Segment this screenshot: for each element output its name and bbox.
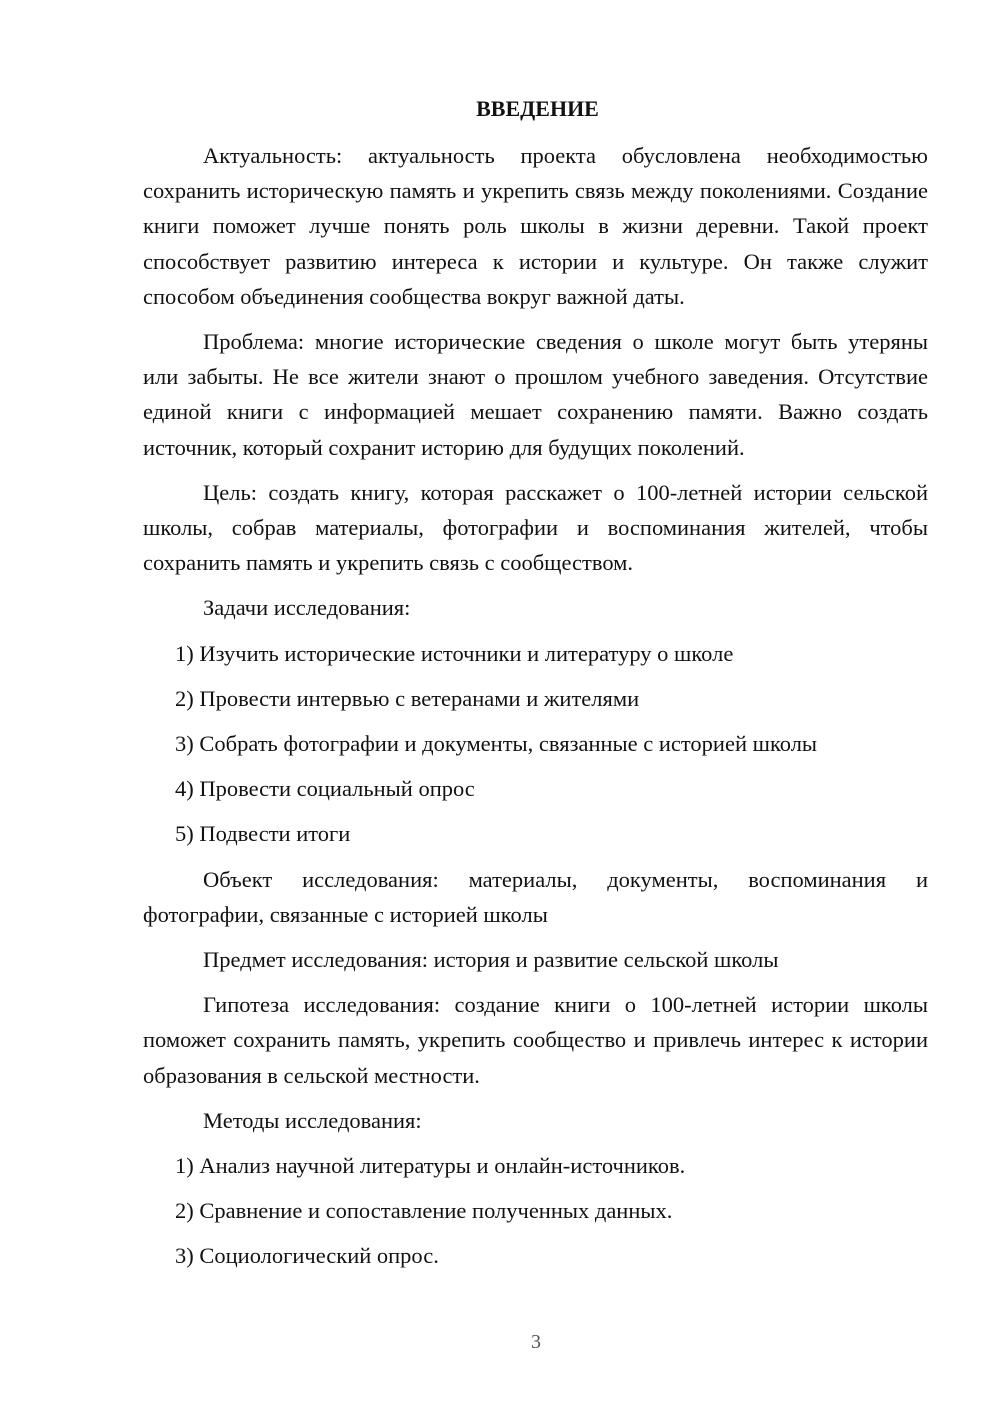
subject-paragraph: Предмет исследования: история и развитие сельской школы — [203, 947, 779, 973]
object-paragraph: Объект исследования: материалы, документы, воспоминания и фотографии, связанные с историей школы — [143, 866, 928, 927]
goal-paragraph: Цель: создать книгу, которая расскажет о 100-летней истории сельской школы, собрав материалы, фотографии и воспоминания жителей, чтобы сохранить память и укрепить связь с сообществом. — [143, 479, 928, 576]
methods-heading: Методы исследования: — [203, 1107, 422, 1133]
tasks-list — [143, 636, 928, 852]
task-item: 2) Провести интервью с ветеранами и жителями — [175, 685, 640, 711]
method-item: 1) Анализ научной литературы и онлайн-источников. — [175, 1153, 686, 1179]
page-title: ВВЕДЕНИЕ — [476, 96, 599, 121]
task-item: 4) Провести социальный опрос — [175, 776, 475, 802]
problem-paragraph: Проблема: многие исторические сведения о школе могут быть утеряны или забыты. Не все жители знают о прошлом учебного заведения. Отсутствие единой книги с информацией мешает сохранению памяти. Важно создать источник, который сохранит историю для будущих поколений. — [143, 329, 928, 460]
page-content — [143, 93, 928, 1284]
hypothesis-paragraph: Гипотеза исследования: создание книги о 100-летней истории школы поможет сохранить память, укрепить сообщество и привлечь интерес к истории образования в сельской местности. — [143, 992, 928, 1088]
task-item: 3) Собрать фотографии и документы, связанные с историей школы — [175, 731, 818, 757]
relevance-paragraph: Актуальность: актуальность проекта обусловлена необходимостью сохранить историческую память и укрепить связь между поколениями. Создание книги поможет лучше понять роль школы в жизни деревни. Такой проект способствует развитию интереса к истории и культуре. Он также служит способом объединения сообщества вокруг важной даты. — [143, 143, 928, 309]
task-item: 5) Подвести итоги — [175, 821, 351, 847]
methods-list — [143, 1148, 928, 1274]
task-item: 1) Изучить исторические источники и литературу о школе — [175, 640, 734, 666]
page-number: 3 — [531, 1331, 541, 1353]
method-item: 3) Социологический опрос. — [175, 1243, 439, 1269]
tasks-heading: Задачи исследования: — [203, 595, 411, 621]
method-item: 2) Сравнение и сопоставление полученных данных. — [175, 1198, 673, 1224]
